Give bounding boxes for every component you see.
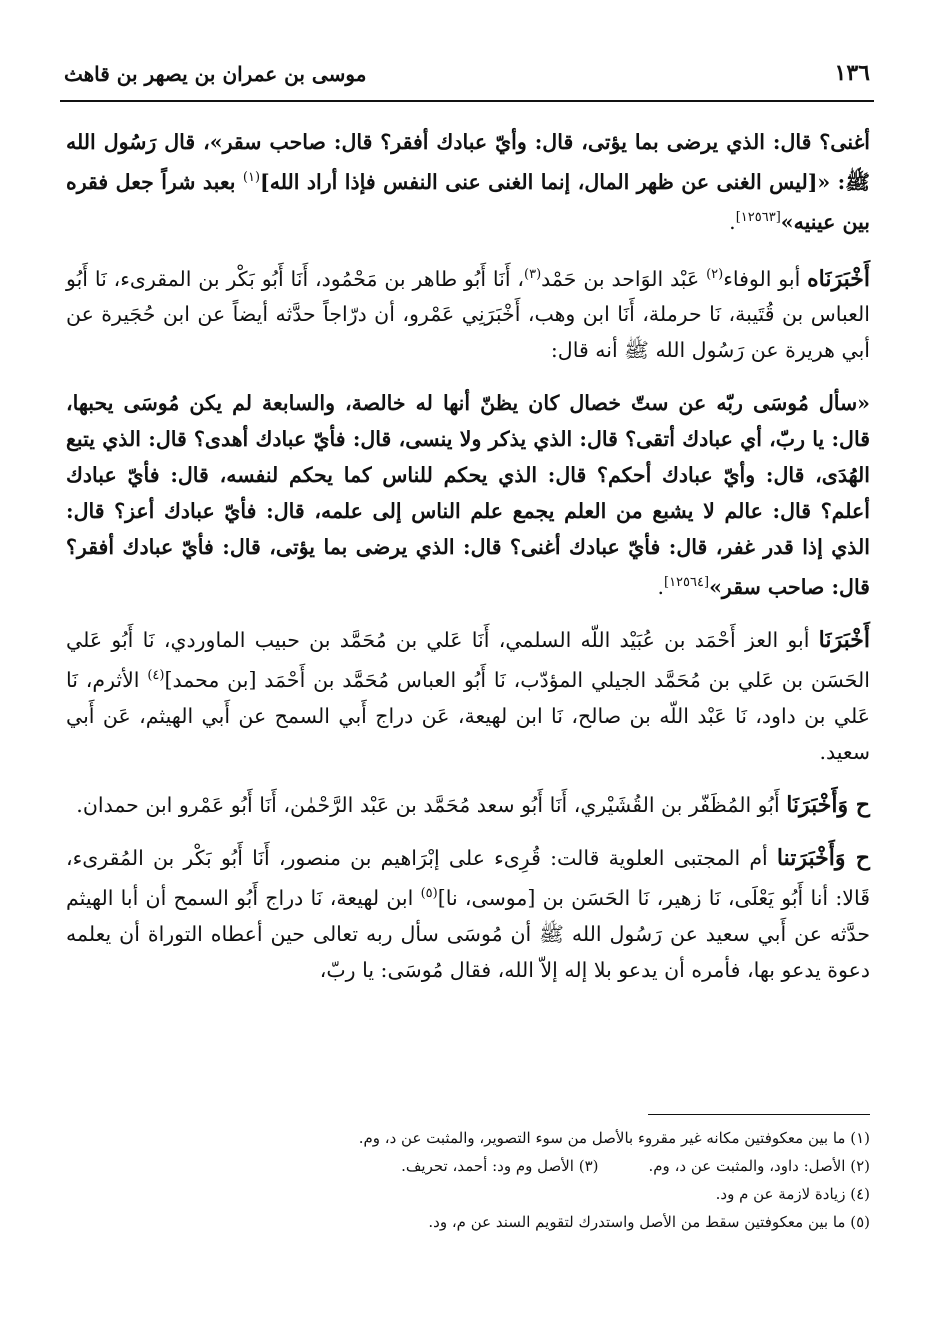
footnote-4: (٤) زيادة لازمة عن م ود.: [715, 1185, 870, 1203]
footnote-ref: (٣): [524, 266, 542, 282]
running-title: موسى بن عمران بن يصهر بن قاهث: [64, 62, 367, 86]
footnote-divider: [648, 1114, 870, 1115]
footnote-line-2-3: [80, 1152, 870, 1180]
paragraph-isnad-1: [66, 257, 870, 369]
text-run: بعبد شراً جعل فقره بين عينيه»: [66, 169, 870, 234]
footnote-2: (٢) الأصل: داود، والمثبت عن د، وم.: [648, 1157, 870, 1175]
text-run: .: [729, 209, 736, 234]
isnad-lead: ح وَأَخْبَرَنَا: [786, 792, 870, 819]
main-text: [66, 124, 870, 1005]
text-run: «سأل مُوسَى ربّه عن ستّ خصال كان يظنّ أنها له خالصة، والسابعة لم يكن مُوسَى يحبها، قال: يا ربّ، أي عبادك أتقى؟ قال: الذي يذكر ولا ينسى، قال: فأيّ عبادك أهدى؟ قال: الذي يتبع الهُدَى، قال: وأيّ عبادك أحكم؟ قال: الذي يحكم للناس كما يحكم لنفسه، قال: فأيّ عبادك أعلم؟ قال: عالم لا يشبع من العلم يجمع علم الناس إلى علمه، قال: فأيّ عبادك أعز؟ قال: الذي إذا قدر غفر، قال: فأيّ عبادك أغنى؟ قال: الذي يرضى بما يؤتى، قال: فأيّ عبادك أفقر؟ قال: صاحب سقر»: [66, 391, 870, 600]
text-run: أم المجتبى العلوية قالت: قُرِىء على إبْرَاهيم بن منصور، أَنَا أَبُو بَكْر بن المُقرىء، قَالا: أنا أَبُو يَعْلَى، نَا زهير، نَا الحَسَن بن [موسى، نا]: [66, 846, 870, 910]
footnotes: [80, 1124, 870, 1236]
text-run: ، أَنَا أَبُو طاهر بن مَحْمُود، أَنَا أَبُو بَكْر بن المقرىء، نَا أَبُو العباس بن قُتَيبة، نَا حرملة، أَنَا ابن وهب، أَخْبَرَنِي عَمْرو، أن درّاجاً حدَّثه أيضاً عن ابن حُجَيرة عن أبي هريرة عن رَسُول الله ﷺ أنه قال:: [66, 266, 870, 363]
footnote-ref: (٥): [420, 886, 438, 902]
footnote-3: (٣) الأصل وم ود: أحمد، تحريف.: [401, 1157, 599, 1175]
footnote-ref: (١): [242, 170, 261, 185]
text-run: أبو العز أَحْمَد بن عُبَيْد اللّه السلمي، أَنَا عَلي بن مُحَمَّد بن حبيب الماوردي، نَا أَبُو عَلي الحَسَن بن عَلي بن مُحَمَّد الجيلي المؤدّب، نَا أَبُو العباس مُحَمَّد بن أَحْمَد [بن محمد]: [66, 628, 870, 693]
paragraph-hadith-end: [66, 124, 870, 240]
page-number: ١٣٦: [834, 60, 870, 86]
isnad-lead: أَخْبَرَنَاه: [807, 265, 870, 292]
text-run: أغنى؟ قال: الذي يرضى بما يؤتى، قال: وأيّ عبادك أفقر؟ قال: صاحب سقر»، قال رَسُول الله ﷺ: «[ليس الغنى عن ظهر المال، إنما الغنى عنى النفس فإذا أراد الله]: [66, 130, 870, 194]
header-divider: [60, 100, 874, 102]
text-run: أبو الوفاء: [723, 266, 808, 291]
footnote-ref: (٢): [706, 266, 724, 282]
text-run: .: [657, 575, 664, 600]
footnote-5: (٥) ما بين معكوفتين سقط من الأصل واستدرك لتقويم السند عن م، ود.: [428, 1213, 870, 1231]
page-header: [64, 54, 870, 98]
hadith-number: [١٢٥٦٤]: [664, 575, 710, 591]
text-run: الأثرم، نَا عَلي بن داود، نَا عَبْد اللّه بن صالح، نَا ابن لهيعة، عَن دراج أَبي السمح عن أَبي الهيثم، عَن أَبي سعيد.: [66, 668, 870, 765]
footnote-1: (١) ما بين معكوفتين مكانه غير مقروء بالأصل من سوء التصوير، والمثبت عن د، وم.: [358, 1129, 870, 1147]
footnote-ref: (٤): [147, 668, 165, 684]
isnad-lead: أَخْبَرَنَا: [818, 627, 870, 654]
paragraph-isnad-2: [66, 622, 870, 770]
paragraph-isnad-3: [66, 787, 870, 823]
paragraph-hadith-musa: [66, 385, 870, 605]
text-run: أَبُو المُظَفّر بن القُشَيْري، أَنَا أَبُو سعد مُحَمَّد بن عَبْد الرَّحْمٰن، أَنَا أَبُو عَمْرو ابن حمدان.: [76, 793, 787, 818]
text-run: ابن لهيعة، نَا دراج أَبُو السمح أن أبا الهيثم حدَّثه عن أَبي سعيد عن رَسُول الله ﷺ أن مُوسَى سأل ربه تعالى حين أعطاه التوراة أن يعلمه دعوة يدعو بها، فأمره أن يدعو بلا إله إلاّ الله، فقال مُوسَى: يا ربّ،: [66, 885, 870, 982]
isnad-lead: ح وَأَخْبَرَتنا: [776, 845, 870, 872]
paragraph-isnad-4: [66, 840, 870, 988]
hadith-number: [١٢٥٦٣]: [735, 209, 781, 225]
text-run: عَبْد الوَاحد بن حَمْد: [541, 266, 707, 291]
